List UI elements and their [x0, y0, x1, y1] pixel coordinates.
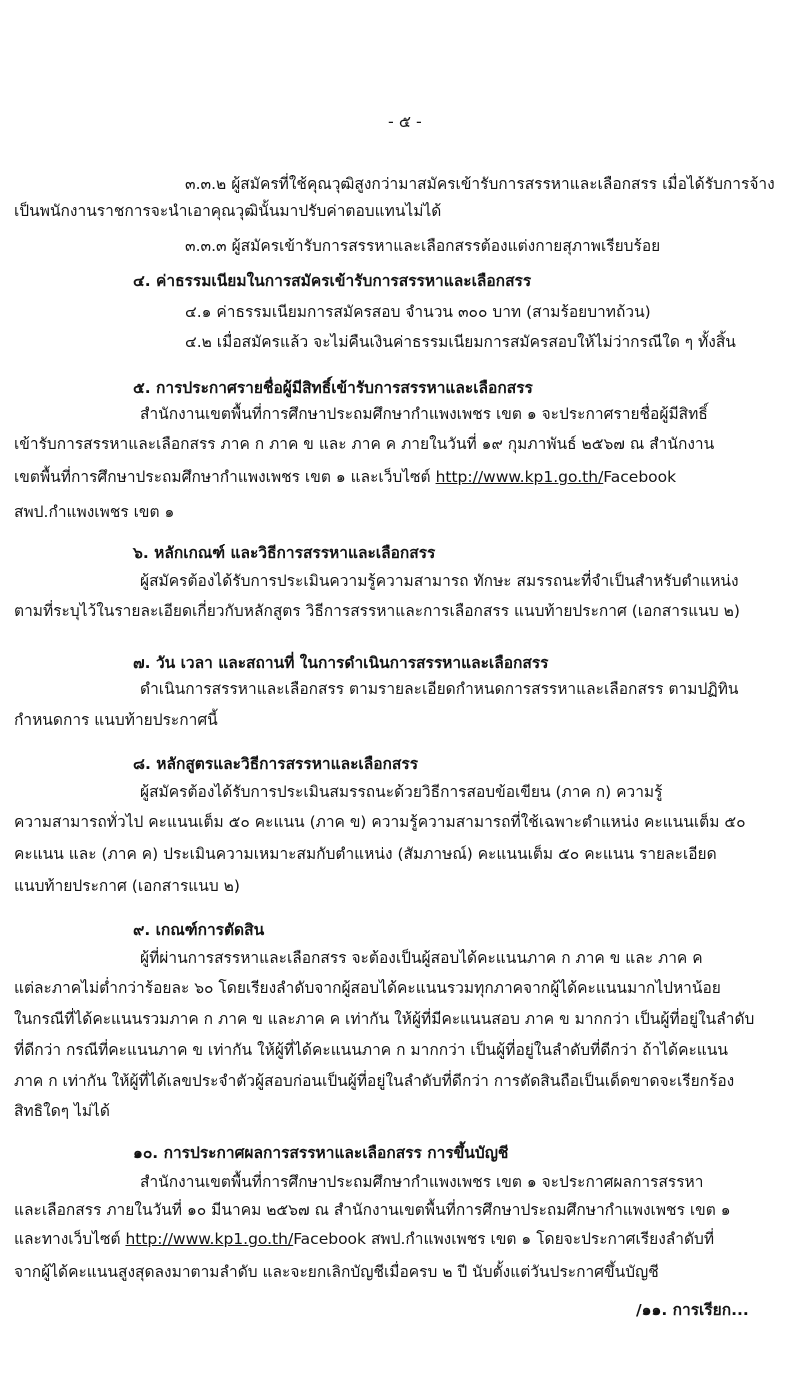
text-segment: เขตพื้นที่การศึกษาประถมศึกษากำแพงเพชร เขต ๑ และเว็บไซต์: [14, 468, 436, 486]
text-line: ตามที่ระบุไว้ในรายละเอียดเกี่ยวกับหลักสูตร วิธีการสรรหาและการเลือกสรร แนบท้ายประกาศ (เอกสารแนบ ๒): [14, 602, 740, 620]
text-line: สำนักงานเขตพื้นที่การศึกษาประถมศึกษากำแพงเพชร เขต ๑ จะประกาศผลการสรรหา: [140, 1173, 704, 1191]
text-line: เป็นพนักงานราชการจะนำเอาคุณวุฒินั้นมาปรับค่าตอบแทนไม่ได้: [14, 202, 442, 220]
text-line: [14, 1229, 714, 1249]
text-segment: Facebook: [603, 468, 677, 486]
section-heading: ๖. หลักเกณฑ์ และวิธีการสรรหาและเลือกสรร: [133, 544, 436, 562]
website-link[interactable]: http://www.kp1.go.th/: [435, 468, 604, 486]
text-line: ๔.๒ เมื่อสมัครแล้ว จะไม่คืนเงินค่าธรรมเนียมการสมัครสอบให้ไม่ว่ากรณีใด ๆ ทั้งสิ้น: [185, 333, 736, 351]
text-line: จากผู้ได้คะแนนสูงสุดลงมาตามลำดับ และจะยกเลิกบัญชีเมื่อครบ ๒ ปี นับตั้งแต่วันประกาศขึ้นบัญชี: [14, 1263, 659, 1281]
text-line: ๓.๓.๓ ผู้สมัครเข้ารับการสรรหาและเลือกสรรต้องแต่งกายสุภาพเรียบร้อย: [185, 237, 661, 255]
section-heading: ๗. วัน เวลา และสถานที่ ในการดำเนินการสรรหาและเลือกสรร: [133, 654, 549, 672]
section-heading: ๙. เกณฑ์การตัดสิน: [133, 921, 265, 939]
text-line: ผู้ที่ผ่านการสรรหาและเลือกสรร จะต้องเป็นผู้สอบได้คะแนนภาค ก ภาค ข และ ภาค ค: [140, 949, 703, 967]
text-line: ภาค ก เท่ากัน ให้ผู้ที่ได้เลขประจำตัวผู้สอบก่อนเป็นผู้ที่อยู่ในลำดับที่ดีกว่า การตัดสินถือเป็นเด็ดขาดจะเรียกร้อง: [14, 1072, 735, 1090]
text-line: ดำเนินการสรรหาและเลือกสรร ตามรายละเอียดกำหนดการสรรหาและเลือกสรร ตามปฏิทิน: [140, 680, 739, 698]
text-line: และเลือกสรร ภายในวันที่ ๑๐ มีนาคม ๒๕๖๗ ณ สำนักงานเขตพื้นที่การศึกษาประถมศึกษากำแพงเพชร เขต ๑: [14, 1201, 731, 1219]
text-line: ผู้สมัครต้องได้รับการประเมินสมรรถนะด้วยวิธีการสอบข้อเขียน (ภาค ก) ความรู้: [140, 783, 663, 801]
page-number: - ๕ -: [388, 112, 422, 131]
text-line: แนบท้ายประกาศ (เอกสารแนบ ๒): [14, 877, 240, 895]
continuation-marker: /๑๑. การเรียก...: [636, 1301, 749, 1319]
text-line: [14, 467, 676, 487]
text-line: คะแนน และ (ภาค ค) ประเมินความเหมาะสมกับตำแหน่ง (สัมภาษณ์) คะแนนเต็ม ๕๐ คะแนน รายละเอียด: [14, 845, 717, 863]
text-line: สพป.กำแพงเพชร เขต ๑: [14, 503, 175, 521]
text-line: สิทธิใดๆ ไม่ได้: [14, 1102, 110, 1120]
text-line: แต่ละภาคไม่ต่ำกว่าร้อยละ ๖๐ โดยเรียงลำดับจากผู้สอบได้คะแนนรวมทุกภาคจากผู้ได้คะแนนมากไปหาน้อย: [14, 979, 721, 997]
section-heading: ๔. ค่าธรรมเนียมในการสมัครเข้ารับการสรรหาและเลือกสรร: [133, 272, 532, 290]
text-line: ความสามารถทั่วไป คะแนนเต็ม ๕๐ คะแนน (ภาค ข) ความรู้ความสามารถที่ใช้เฉพาะตำแหน่ง คะแนนเต็ม ๕๐: [14, 813, 746, 831]
section-heading: ๑๐. การประกาศผลการสรรหาและเลือกสรร การขึ้นบัญชี: [133, 1144, 509, 1162]
text-line: ที่ดีกว่า กรณีที่คะแนนภาค ข เท่ากัน ให้ผู้ที่ได้คะแนนภาค ก มากกว่า เป็นผู้ที่อยู่ในลำดับที่ดีกว่า ถ้าได้คะแนน: [14, 1041, 728, 1059]
text-line: ๔.๑ ค่าธรรมเนียมการสมัครสอบ จำนวน ๓๐๐ บาท (สามร้อยบาทถ้วน): [185, 303, 651, 321]
text-line: ๓.๓.๒ ผู้สมัครที่ใช้คุณวุฒิสูงกว่ามาสมัครเข้ารับการสรรหาและเลือกสรร เมื่อได้รับการจ้าง: [185, 175, 775, 193]
text-line: ในกรณีที่ได้คะแนนรวมภาค ก ภาค ข และภาค ค เท่ากัน ให้ผู้ที่มีคะแนนสอบ ภาค ข มากกว่า เป็นผู้ที่อยู่ในลำดับ: [14, 1010, 755, 1028]
section-heading: ๘. หลักสูตรและวิธีการสรรหาและเลือกสรร: [133, 755, 419, 773]
text-segment: Facebook สพป.กำแพงเพชร เขต ๑ โดยจะประกาศเรียงลำดับที่: [293, 1230, 715, 1248]
text-line: กำหนดการ แนบท้ายประกาศนี้: [14, 711, 218, 729]
website-link[interactable]: http://www.kp1.go.th/: [125, 1230, 294, 1248]
text-line: เข้ารับการสรรหาและเลือกสรร ภาค ก ภาค ข และ ภาค ค ภายในวันที่ ๑๙ กุมภาพันธ์ ๒๕๖๗ ณ สำนักงาน: [14, 435, 715, 453]
section-heading: ๕. การประกาศรายชื่อผู้มีสิทธิ์เข้ารับการสรรหาและเลือกสรร: [133, 379, 533, 397]
text-segment: และทางเว็บไซต์: [14, 1230, 126, 1248]
text-line: สำนักงานเขตพื้นที่การศึกษาประถมศึกษากำแพงเพชร เขต ๑ จะประกาศรายชื่อผู้มีสิทธิ์: [140, 405, 708, 423]
text-line: ผู้สมัครต้องได้รับการประเมินความรู้ความสามารถ ทักษะ สมรรถนะที่จำเป็นสำหรับตำแหน่ง: [140, 572, 739, 590]
